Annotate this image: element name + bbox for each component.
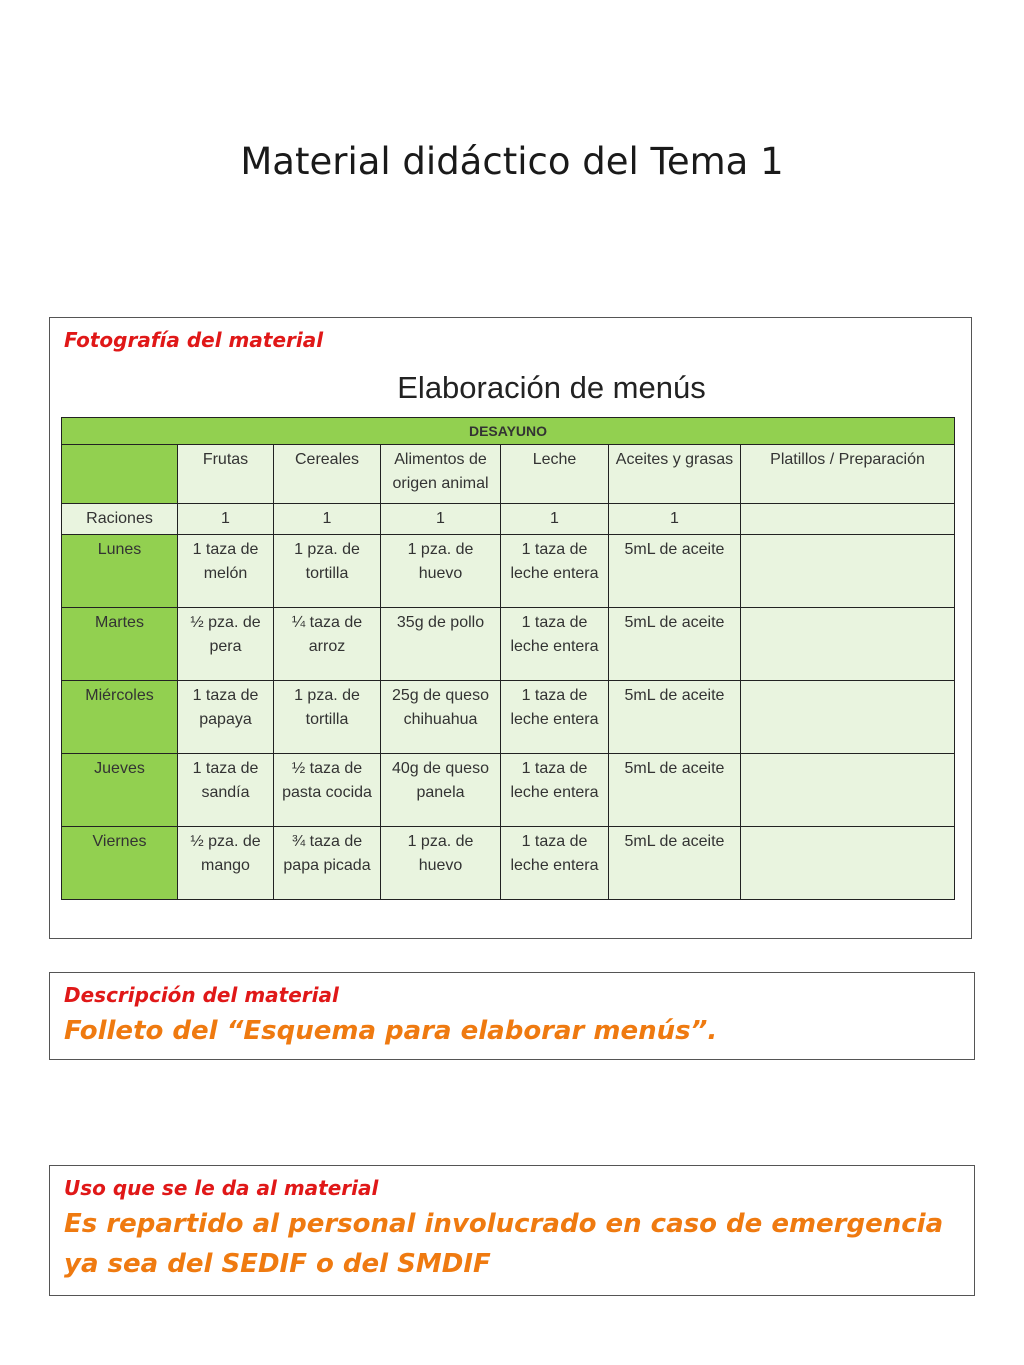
table-row (62, 608, 955, 681)
raciones-label: Raciones (62, 504, 178, 535)
table-cell: 1 taza de leche entera (501, 535, 609, 608)
description-section-heading: Descripción del material (64, 983, 339, 1007)
table-cell (741, 608, 955, 681)
day-label: Viernes (62, 827, 178, 900)
table-cell: 1 taza de leche entera (501, 681, 609, 754)
table-banner: DESAYUNO (62, 418, 955, 445)
day-label: Lunes (62, 535, 178, 608)
table-cell (741, 535, 955, 608)
raciones-cell: 1 (274, 504, 381, 535)
table-cell: 5mL de aceite (609, 681, 741, 754)
day-label: Martes (62, 608, 178, 681)
table-cell: 1 taza de melón (178, 535, 274, 608)
page-title: Material didáctico del Tema 1 (240, 140, 784, 183)
day-label: Jueves (62, 754, 178, 827)
raciones-cell: 1 (501, 504, 609, 535)
table-cell: 5mL de aceite (609, 608, 741, 681)
table-header-cell: Platillos / Preparación (741, 445, 955, 504)
photo-section (49, 317, 972, 939)
table-cell (741, 681, 955, 754)
raciones-cell (741, 504, 955, 535)
table-cell: 1 pza. de tortilla (274, 535, 381, 608)
use-section-body: Es repartido al personal involucrado en caso de emergencia ya sea del SEDIF o del SMDIF (64, 1209, 944, 1279)
table-cell: ½ pza. de pera (178, 608, 274, 681)
table-cell: 40g de queso panela (381, 754, 501, 827)
description-section (49, 972, 975, 1060)
table-cell: 5mL de aceite (609, 754, 741, 827)
day-label: Miércoles (62, 681, 178, 754)
raciones-cell: 1 (609, 504, 741, 535)
table-cell: ¾ taza de papa picada (274, 827, 381, 900)
table-cell: ½ pza. de mango (178, 827, 274, 900)
table-cell: 5mL de aceite (609, 827, 741, 900)
table-header-cell: Leche (501, 445, 609, 504)
table-header-cell: Aceites y grasas (609, 445, 741, 504)
table-cell: 1 taza de leche entera (501, 827, 609, 900)
table-cell: 1 taza de sandía (178, 754, 274, 827)
table-header-corner (62, 445, 178, 504)
table-row (62, 754, 955, 827)
table-cell: 1 taza de leche entera (501, 608, 609, 681)
table-cell: 1 taza de papaya (178, 681, 274, 754)
table-cell: 35g de pollo (381, 608, 501, 681)
table-header-row (62, 445, 955, 504)
table-cell: 1 pza. de huevo (381, 535, 501, 608)
raciones-cell: 1 (381, 504, 501, 535)
table-cell: 1 pza. de huevo (381, 827, 501, 900)
table-cell: 1 taza de leche entera (501, 754, 609, 827)
table-cell: 5mL de aceite (609, 535, 741, 608)
table-header-cell: Frutas (178, 445, 274, 504)
table-cell: 25g de queso chihuahua (381, 681, 501, 754)
table-cell (741, 827, 955, 900)
table-cell: ¼ taza de arroz (274, 608, 381, 681)
menu-title: Elaboración de menús (397, 370, 706, 405)
table-header-cell: Cereales (274, 445, 381, 504)
description-section-body: Folleto del “Esquema para elaborar menús”. (64, 1016, 718, 1046)
table-cell: ½ taza de pasta cocida (274, 754, 381, 827)
table-row (62, 535, 955, 608)
menu-table (61, 417, 955, 900)
use-section-heading: Uso que se le da al material (64, 1176, 379, 1200)
table-row (62, 827, 955, 900)
use-section (49, 1165, 975, 1296)
photo-section-heading: Fotografía del material (64, 328, 324, 352)
table-row (62, 681, 955, 754)
table-header-cell: Alimentos de origen animal (381, 445, 501, 504)
table-row-raciones (62, 504, 955, 535)
table-cell (741, 754, 955, 827)
table-cell: 1 pza. de tortilla (274, 681, 381, 754)
raciones-cell: 1 (178, 504, 274, 535)
